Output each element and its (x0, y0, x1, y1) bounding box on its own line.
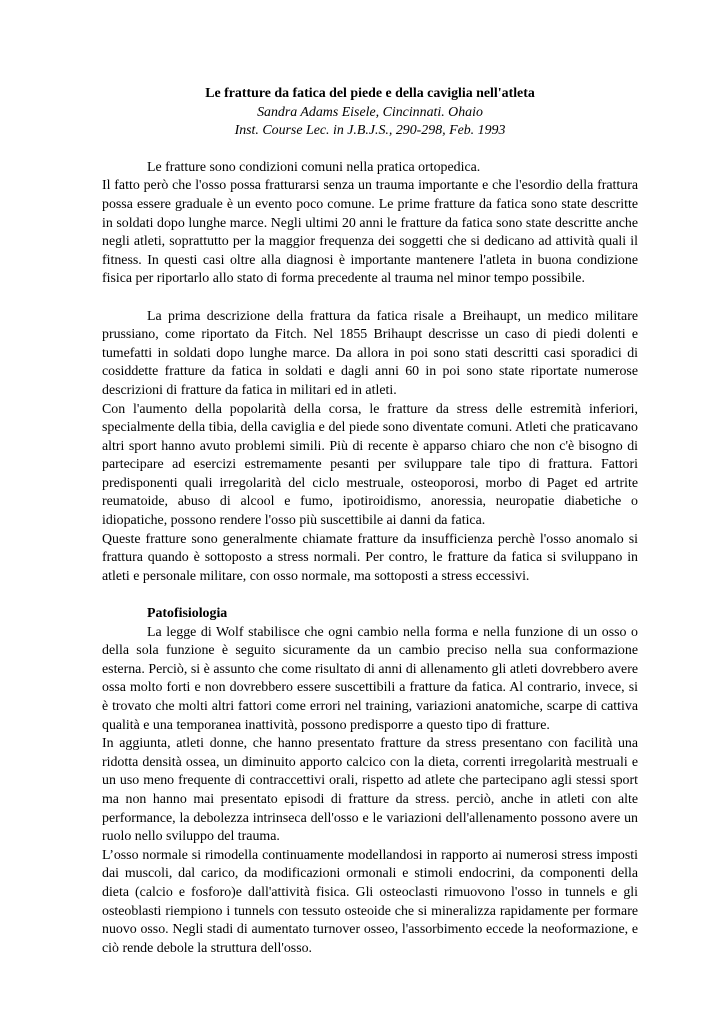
title-block (102, 85, 638, 141)
paragraph-gap (102, 289, 638, 308)
history-paragraph-2: Con l'aumento della popolarità della corsa, le fratture da stress delle estremità inferiori, specialmente della tibia, della caviglia e del piede sono diventate comuni. Atleti che praticavano altri sport hanno avuto problemi simili. Più di recente è apparso chiaro che non c'è bisogno di partecipare ad esercizi estremamente pesanti per sviluppare tale tipo di frattura. Fattori predisponenti quali irregolarità del ciclo mestruale, osteoporosi, morbo di Paget ed artrite reumatoide, abuso di alcool e fumo, ipotiroidismo, anoressia, neuropatie diabetiche o idiopatiche, possono rendere l'osso più suscettibile ai danni da fatica. (102, 401, 638, 529)
document-title: Le fratture da fatica del piede e della caviglia nell'atleta (205, 86, 535, 101)
section-paragraph-2: In aggiunta, atleti donne, che hanno presentato fratture da stress presentano con facilità una ridotta densità ossea, un diminuito apporto calcico con la dieta, correnti irregolarità mestruali e un uso meno frequente di contraccettivi orali, rispetto ad atlete che partecipano agli stessi sport ma non hanno mai presentato episodi di fratture da stress. perciò, anche in atleti con alte performance, la debolezza intrinseca dell'osso e le variazioni dell'allenamento possono avere un ruolo nello sviluppo del trauma. (102, 736, 638, 845)
section-paragraph-3: L’osso normale si rimodella continuamente modellandosi in rapporto ai numerosi stress imposti dai muscoli, dal carico, da modificazioni ormonali e stimoli endocrini, da componenti della dieta (calcio e fosforo)e dall'attività fisica. Gli osteoclasti rimuovono l'osso in tunnels e gli osteoblasti riempiono i tunnels con tessuto osteoide che si mineralizza rapidamente per formare nuovo osso. Negli stadi di aumentato turnover osseo, l'assorbimento eccede la neoformazione, e ciò rende debole la struttura dell'osso. (102, 847, 638, 956)
intro-paragraph-1: Le fratture sono condizioni comuni nella pratica ortopedica. (147, 159, 481, 175)
history-paragraph-3: Queste fratture sono generalmente chiamate fratture da insufficienza perchè l'osso anomalo si frattura quando è sottoposto a stress normali. Per contro, le fratture da fatica si sviluppano in atleti e personale militare, con osso normale, ma sottoposti a stress eccessivi. (102, 531, 638, 584)
document-page (102, 85, 638, 958)
section-paragraph-1: La legge di Wolf stabilisce che ogni cambio nella forma e nella funzione di un osso o della sola funzione è seguito sicuramente da un cambio preciso nella sua conformazione esterna. Perciò, si è assunto che come risultato di anni di allenamento gli atleti dovrebbero avere ossa molto forti e non dovrebbero essere suscettibili a fratture da fatica. Al contrario, invece, si è trovato che molti altri fattori come errori nel training, variazioni anatomiche, scarpe di cattiva qualità e una temporanea inattività, possono predisporre a questo tipo di fratture. (102, 624, 638, 733)
section-heading: Patofisiologia (147, 606, 228, 622)
author-line: Sandra Adams Eisele, Cincinnati. Ohaio (257, 104, 483, 120)
intro-paragraph-2: Il fatto però che l'osso possa fratturarsi senza un trauma importante e che l'esordio della frattura possa essere graduale è un evento poco comune. Le prime fratture da fatica sono state descritte in soldati dopo lunghe marce. Negli ultimi 20 anni le fratture da fatica sono state descritte anche negli atleti, soprattutto per la maggior frequenza dei soggetti che si dedicano ad attività quali il fitness. In questi casi oltre alla diagnosi è importante mantenere l'atleta in buona condizione fisica per riportarlo allo stato di forma precedente al trauma nel minor tempo possibile. (102, 178, 638, 287)
paragraph-gap (102, 586, 638, 605)
history-paragraph-1: La prima descrizione della frattura da fatica risale a Breihaupt, un medico militare prussiano, come riportato da Fitch. Nel 1855 Brihaupt descrisse un caso di piedi dolenti e tumefatti in soldati dopo lunghe marce. Da allora in poi sono stati descritti casi sporadici di cosiddette fratture da fatica in soldati e dagli anni 60 in poi sono state riportate numerose descrizioni di fratture da fatica in militari ed in atleti. (102, 308, 638, 398)
citation-line: Inst. Course Lec. in J.B.J.S., 290-298, Feb. 1993 (234, 123, 506, 139)
